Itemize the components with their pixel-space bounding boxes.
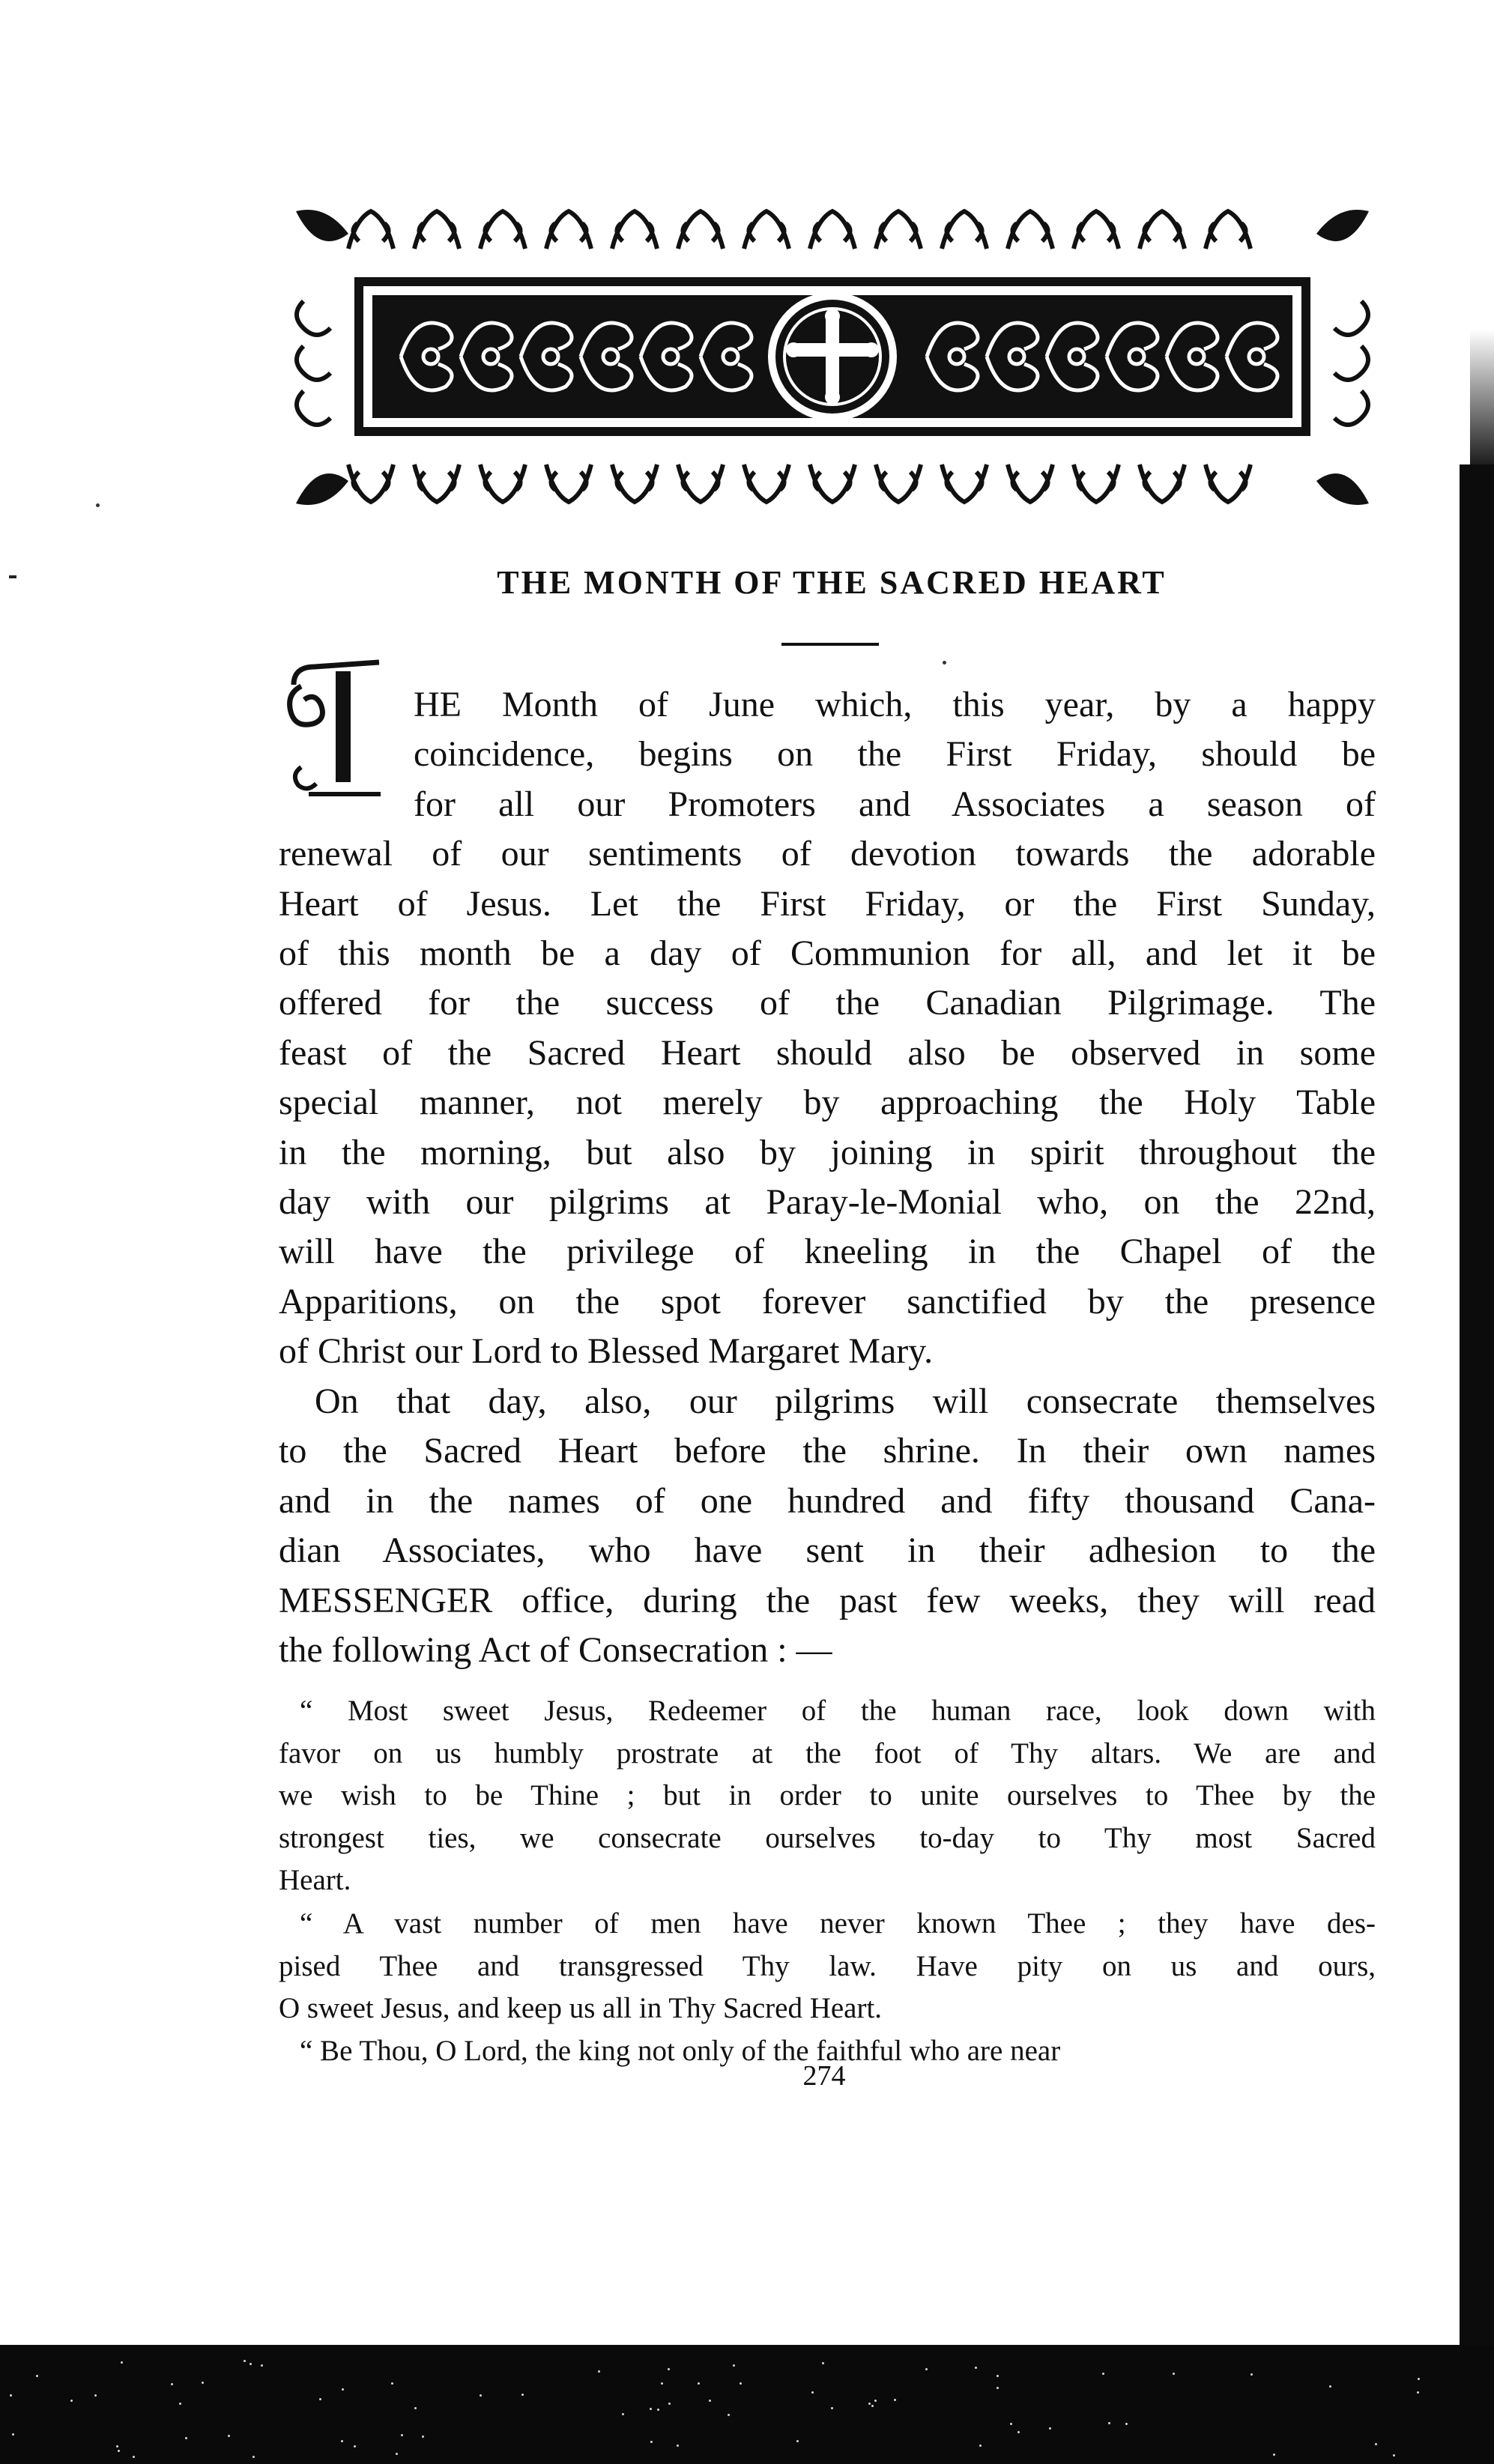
scan-speck — [342, 2388, 344, 2391]
scan-speck — [354, 2445, 356, 2448]
scan-speck — [9, 575, 16, 578]
drop-cap-initial-icon — [279, 655, 384, 805]
title-rule — [781, 643, 879, 646]
scan-speck — [94, 2394, 97, 2397]
scan-speck — [228, 2435, 230, 2437]
scan-speck — [341, 2440, 343, 2442]
body-text-line: day with our pilgrims at Paray-le-Monial who, on the 22nd, — [279, 1182, 1376, 1222]
scan-speck — [179, 2403, 181, 2405]
scan-speck — [943, 661, 946, 665]
scan-speck — [1049, 2427, 1051, 2430]
scan-speck — [996, 2375, 999, 2377]
scan-speck — [1250, 2373, 1253, 2376]
body-text-line: in the morning, but also by joining in spirit throughout the — [279, 1132, 1376, 1172]
scan-speck — [1010, 2423, 1012, 2425]
body-text-line: On that day, also, our pilgrims will consecrate themselves — [315, 1381, 1376, 1421]
scan-speck — [133, 2456, 135, 2458]
scan-speck — [668, 2368, 670, 2370]
scan-bottom-band — [0, 2345, 1494, 2464]
scan-speck — [96, 503, 100, 507]
scan-speck — [185, 2437, 187, 2439]
scan-speck — [521, 2394, 524, 2396]
scan-speck — [661, 2382, 663, 2385]
top-fleuron-row — [348, 211, 1250, 249]
ornamental-headpiece-icon — [288, 196, 1376, 517]
scan-speck — [12, 2433, 14, 2436]
scan-speck — [822, 2362, 824, 2364]
scan-speck — [677, 2445, 679, 2447]
body-text-line: Heart of Jesus. Let the First Friday, or the First Sunday, — [279, 883, 1376, 924]
bottom-fleuron-row — [348, 464, 1250, 502]
scan-speck — [598, 2370, 600, 2373]
body-text-line: to the Sacred Heart before the shrine. In their own names — [279, 1431, 1376, 1471]
scan-speck — [728, 2414, 730, 2416]
scan-speck — [249, 2363, 252, 2365]
scan-speck — [996, 2387, 999, 2389]
scan-speck — [116, 2445, 118, 2448]
scan-speck — [622, 2413, 624, 2415]
scan-speck — [1375, 2443, 1377, 2445]
body-text-line: coincidence, begins on the First Friday, should be — [414, 734, 1376, 775]
scan-speck — [1017, 2431, 1020, 2433]
scan-speck — [650, 2441, 653, 2443]
scan-edge-shadow — [1460, 464, 1494, 2352]
quote-text-line: “ Be Thou, O Lord, the king not only of the faithful who are near — [300, 2035, 1061, 2067]
scan-speck — [244, 2360, 246, 2362]
scan-speck — [319, 2398, 321, 2400]
scan-speck — [261, 2364, 263, 2367]
body-text-line: special manner, not merely by approaching the Holy Table — [279, 1083, 1376, 1123]
scan-speck — [1102, 2373, 1104, 2375]
body-text-line: for all our Promoters and Associates a season of — [414, 784, 1376, 824]
scan-speck — [1417, 2391, 1419, 2394]
body-text-line: renewal of our sentiments of devotion towards the adorable — [279, 834, 1376, 874]
scan-speck — [1125, 2423, 1128, 2425]
scan-speck — [709, 2400, 711, 2402]
quote-text-line: “ A vast number of men have never known Thee ; they have des- — [300, 1907, 1376, 1940]
scan-speck — [422, 2436, 424, 2438]
quote-text-line: pised Thee and transgressed Thy law. Have pity on us and ours, — [279, 1949, 1376, 1982]
body-text-line: MESSENGER office, during the past few weeks, they will read — [279, 1580, 1376, 1620]
scan-speck — [252, 2456, 255, 2458]
scan-speck — [202, 2382, 204, 2384]
quote-text-line: favor on us humbly prostrate at the foot of Thy altars. We are and — [279, 1737, 1376, 1770]
scan-speck — [1273, 2454, 1275, 2456]
scan-speck — [894, 2399, 896, 2401]
page-title: THE MONTH OF THE SACRED HEART — [497, 564, 1167, 601]
scan-speck — [650, 2408, 652, 2410]
body-text-line: Apparitions, on the spot forever sanctified by the presence — [279, 1281, 1376, 1322]
scan-speck — [796, 2440, 799, 2442]
scan-speck — [740, 2382, 742, 2385]
scan-speck — [831, 2407, 833, 2409]
body-text-line: the following Act of Consecration : — — [279, 1630, 832, 1670]
scan-speck — [396, 2453, 398, 2455]
quote-text-line: “ Most sweet Jesus, Redeemer of the human race, look down with — [300, 1695, 1376, 1727]
quote-text-line: O sweet Jesus, and keep us all in Thy Sacred Heart. — [279, 1992, 883, 2025]
scan-speck — [925, 2368, 928, 2370]
scan-speck — [36, 2375, 38, 2377]
scan-edge-shadow-top — [1470, 330, 1494, 472]
scan-speck — [171, 2383, 173, 2385]
quote-text-line: we wish to be Thine ; but in order to unite ourselves to Thee by the — [279, 1779, 1376, 1812]
page-number: 274 — [802, 2060, 846, 2092]
scan-speck — [874, 2400, 877, 2402]
scan-speck — [979, 2445, 982, 2447]
scan-speck — [121, 2361, 123, 2364]
scan-speck — [868, 2403, 871, 2405]
scan-speck — [668, 2403, 671, 2405]
scan-speck — [401, 2434, 403, 2436]
scan-speck — [871, 2405, 874, 2407]
body-text-line: will have the privilege of kneeling in the Chapel of the — [279, 1232, 1376, 1272]
quote-text-line: strongest ties, we consecrate ourselves to-day to Thy most Sacred — [279, 1821, 1376, 1854]
body-text-line: HE Month of June which, this year, by a happy — [414, 685, 1376, 724]
scan-speck — [698, 2382, 700, 2385]
scan-speck — [1173, 2373, 1175, 2375]
scan-speck — [1329, 2385, 1331, 2388]
scan-speck — [811, 2391, 814, 2394]
scan-speck — [1393, 2454, 1395, 2457]
scan-speck — [391, 2382, 393, 2385]
body-text-line: offered for the success of the Canadian Pilgrimage. The — [279, 983, 1376, 1023]
body-text-line: feast of the Sacred Heart should also be observed in some — [279, 1032, 1376, 1073]
scan-speck — [733, 2364, 735, 2367]
scan-speck — [975, 2367, 977, 2369]
body-text-line: and in the names of one hundred and fifty thousand Cana- — [279, 1480, 1376, 1521]
cross-medallion-icon — [768, 292, 897, 421]
scan-speck — [70, 2400, 73, 2402]
scan-speck — [480, 2394, 482, 2397]
body-text-line: dian Associates, who have sent in their adhesion to the — [279, 1531, 1376, 1571]
body-text-line: of this month be a day of Communion for all, and let it be — [279, 933, 1376, 973]
quote-text-line: Heart. — [279, 1864, 351, 1897]
scan-speck — [414, 2407, 417, 2409]
scan-speck — [118, 2450, 120, 2452]
scan-speck — [10, 2394, 12, 2397]
scan-speck — [1108, 2422, 1110, 2424]
scan-speck — [657, 2409, 659, 2411]
body-text-line: of Christ our Lord to Blessed Margaret Mary. — [279, 1331, 934, 1372]
scan-speck — [1418, 2378, 1420, 2380]
